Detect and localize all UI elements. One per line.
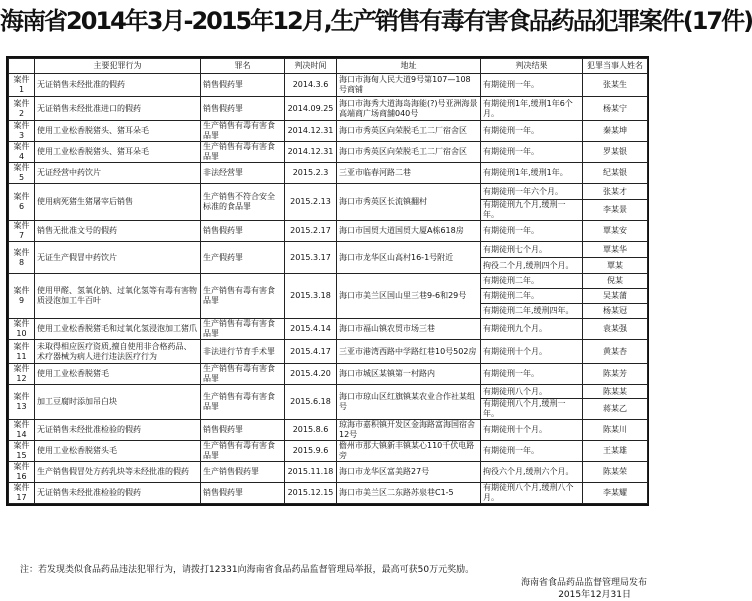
address-cell: 海口市龙华区富美路27号 (337, 462, 481, 483)
charge-cell: 生产销售有毒有害食品罪 (201, 441, 285, 462)
case-number-cell: 案件1 (9, 74, 35, 97)
criminal-act-cell: 无证销售未经批准检验的假药 (35, 483, 201, 504)
defendant-name-cell: 李某耀 (583, 483, 648, 504)
table-row (9, 441, 648, 462)
table-row (9, 121, 648, 142)
verdict-result-cell: 有期徒刑九个月。 (481, 319, 583, 340)
cases-table (8, 58, 648, 504)
verdict-date-cell: 2015.4.20 (285, 364, 337, 385)
verdict-result-cell: 有期徒刑一年。 (481, 221, 583, 242)
address-cell: 海口市城区某镇第一村路内 (337, 364, 481, 385)
defendant-name-cell: 张某生 (583, 74, 648, 97)
criminal-act-cell: 未取得相应医疗资质,擅自使用非合格药品、术疗器械为病人进行违法医疗行为 (35, 340, 201, 364)
charge-cell: 销售假药罪 (201, 221, 285, 242)
page-title: 海南省2014年3月-2015年12月,生产销售有毒有害食品药品犯罪案件(17件) (0, 7, 752, 35)
table-row (9, 142, 648, 163)
case-number-cell: 案件3 (9, 121, 35, 142)
case-number-cell: 案件13 (9, 385, 35, 420)
case-number-cell: 案件7 (9, 221, 35, 242)
defendant-name-cell: 蒋某乙 (583, 399, 648, 420)
verdict-date-cell: 2015.12.15 (285, 483, 337, 504)
verdict-date-cell: 2014.12.31 (285, 142, 337, 163)
case-number-cell: 案件11 (9, 340, 35, 364)
address-cell: 海口市龙华区山高村16-1号附近 (337, 242, 481, 274)
address-cell: 儋州市那大镇新丰镇某心110千伏电路旁 (337, 441, 481, 462)
case-number-cell: 案件12 (9, 364, 35, 385)
criminal-act-cell: 使用工业松香脱猪头、猪耳朵毛 (35, 142, 201, 163)
charge-cell: 生产销售有毒有害食品罪 (201, 364, 285, 385)
address-cell: 海口市美兰区国山里三巷9-6和29号 (337, 274, 481, 319)
verdict-result-cell: 有期徒刑二年。 (481, 274, 583, 289)
case-number-cell: 案件8 (9, 242, 35, 274)
address-cell: 海口市海甸人民大道9号第107—108号商铺 (337, 74, 481, 97)
charge-cell: 生产假药罪 (201, 242, 285, 274)
defendant-name-cell: 杨某冠 (583, 304, 648, 319)
criminal-act-cell: 加工豆腐时添加吊白块 (35, 385, 201, 420)
table-row (9, 242, 648, 258)
table-row (9, 184, 648, 200)
verdict-result-cell: 有期徒刑八个月,缓刑八个月。 (481, 483, 583, 504)
table-row (9, 74, 648, 97)
verdict-result-cell: 有期徒刑1年,缓刑1年6个月。 (481, 97, 583, 121)
address-cell: 海口市秀英区向荣脱毛工二厂宿舍区 (337, 142, 481, 163)
header-address: 地址 (337, 59, 481, 74)
address-cell: 三亚市港湾西路中学路红巷10号502房 (337, 340, 481, 364)
table-row (9, 97, 648, 121)
verdict-result-cell: 有期徒刑一年。 (481, 364, 583, 385)
verdict-result-cell: 有期徒刑十个月。 (481, 420, 583, 441)
cases-table-wrapper (6, 56, 649, 506)
verdict-date-cell: 2015.6.18 (285, 385, 337, 420)
verdict-result-cell: 有期徒刑一年。 (481, 74, 583, 97)
table-row (9, 385, 648, 399)
case-number-cell: 案件17 (9, 483, 35, 504)
table-row (9, 364, 648, 385)
address-cell: 海口市福山镇农贸市场三巷 (337, 319, 481, 340)
verdict-date-cell: 2015.4.14 (285, 319, 337, 340)
verdict-result-cell: 有期徒刑一年。 (481, 142, 583, 163)
table-row (9, 319, 648, 340)
footer-issuer: 海南省食品药品监督管理局发布 (520, 578, 647, 588)
case-number-cell: 案件4 (9, 142, 35, 163)
charge-cell: 生产销售有毒有害食品罪 (201, 142, 285, 163)
verdict-date-cell: 2015.2.3 (285, 163, 337, 184)
verdict-result-cell: 有期徒刑九个月,缓刑一年。 (481, 200, 583, 221)
defendant-name-cell: 李某景 (583, 200, 648, 221)
defendant-name-cell: 杨某宁 (583, 97, 648, 121)
charge-cell: 生产销售不符合安全标准的食品罪 (201, 184, 285, 221)
defendant-name-cell: 陈某川 (583, 420, 648, 441)
defendant-name-cell: 覃某华 (583, 242, 648, 258)
address-cell: 海口市秀英区向荣脱毛工二厂宿舍区 (337, 121, 481, 142)
address-cell: 海口市海秀大道海岛海能(?)号亚洲海景高端商广场商舖040号 (337, 97, 481, 121)
criminal-act-cell: 无证销售未经批准的假药 (35, 74, 201, 97)
charge-cell: 销售假药罪 (201, 74, 285, 97)
charge-cell: 生产销售有毒有害食品罪 (201, 385, 285, 420)
verdict-date-cell: 2015.3.18 (285, 274, 337, 319)
verdict-date-cell: 2015.4.17 (285, 340, 337, 364)
charge-cell: 生产销售有毒有害食品罪 (201, 319, 285, 340)
verdict-result-cell: 有期徒刑八个月。 (481, 385, 583, 399)
defendant-name-cell: 纪某银 (583, 163, 648, 184)
address-cell: 海口市国贸大道国贸大厦A栋618房 (337, 221, 481, 242)
verdict-result-cell: 有期徒刑八个月,缓刑一年。 (481, 399, 583, 420)
criminal-act-cell: 使用工业松香脱猪头、猪耳朵毛 (35, 121, 201, 142)
table-row (9, 274, 648, 289)
address-cell: 琼海市嘉积镇开发区金海路富海国宿舍12号 (337, 420, 481, 441)
criminal-act-cell: 使用工业松香脱猪头毛 (35, 441, 201, 462)
verdict-result-cell: 有期徒刑一年。 (481, 441, 583, 462)
address-cell: 三亚市临春河路二巷 (337, 163, 481, 184)
charge-cell: 生产销售假药罪 (201, 462, 285, 483)
footer-date: 2015年12月31日 (558, 590, 631, 600)
case-number-cell: 案件9 (9, 274, 35, 319)
charge-cell: 销售假药罪 (201, 483, 285, 504)
defendant-name-cell: 袁某强 (583, 319, 648, 340)
case-number-cell: 案件14 (9, 420, 35, 441)
case-number-cell: 案件15 (9, 441, 35, 462)
defendant-name-cell: 吴某蒲 (583, 289, 648, 304)
defendant-name-cell: 覃某安 (583, 221, 648, 242)
verdict-result-cell: 拘役二个月,缓刑四个月。 (481, 258, 583, 274)
verdict-date-cell: 2015.8.6 (285, 420, 337, 441)
case-number-cell: 案件5 (9, 163, 35, 184)
defendant-name-cell: 陈某某 (583, 385, 648, 399)
criminal-act-cell: 无证销售未经批准检验的假药 (35, 420, 201, 441)
verdict-result-cell: 有期徒刑七个月。 (481, 242, 583, 258)
table-row (9, 163, 648, 184)
verdict-date-cell: 2015.11.18 (285, 462, 337, 483)
criminal-act-cell: 无证经营中药饮片 (35, 163, 201, 184)
case-number-cell: 案件6 (9, 184, 35, 221)
verdict-date-cell: 2015.3.17 (285, 242, 337, 274)
header-criminal-act: 主要犯罪行为 (35, 59, 201, 74)
criminal-act-cell: 无证生产假冒中药饮片 (35, 242, 201, 274)
defendant-name-cell: 倪某 (583, 274, 648, 289)
verdict-result-cell: 有期徒刑1年,缓刑1年。 (481, 163, 583, 184)
table-row (9, 483, 648, 504)
table-row (9, 221, 648, 242)
verdict-result-cell: 拘役六个月,缓刑六个月。 (481, 462, 583, 483)
header-defendant: 犯罪当事人姓名 (583, 59, 648, 74)
defendant-name-cell: 罗某银 (583, 142, 648, 163)
address-cell: 海口市琼山区红旗镇某农业合作社某组号 (337, 385, 481, 420)
defendant-name-cell: 陈某荣 (583, 462, 648, 483)
header-case-no (9, 59, 35, 74)
table-row (9, 420, 648, 441)
case-number-cell: 案件10 (9, 319, 35, 340)
criminal-act-cell: 使用病死猪生猪屠宰后销售 (35, 184, 201, 221)
case-number-cell: 案件2 (9, 97, 35, 121)
footer-note: 注：若发现类似食品药品违法犯罪行为，请拨打12331向海南省食品药品监督管理局举报，最高可获50万元奖励。 (20, 565, 475, 575)
header-charge: 罪名 (201, 59, 285, 74)
verdict-result-cell: 有期徒刑二年。 (481, 289, 583, 304)
defendant-name-cell: 张某才 (583, 184, 648, 200)
header-verdict-result: 判决结果 (481, 59, 583, 74)
verdict-date-cell: 2015.2.17 (285, 221, 337, 242)
verdict-date-cell: 2014.3.6 (285, 74, 337, 97)
charge-cell: 销售假药罪 (201, 97, 285, 121)
defendant-name-cell: 陈某芳 (583, 364, 648, 385)
criminal-act-cell: 生产销售假冒处方药乳块等未经批准的假药 (35, 462, 201, 483)
charge-cell: 非法进行节育手术罪 (201, 340, 285, 364)
address-cell: 海口市秀英区长流镇翻村 (337, 184, 481, 221)
table-header-row (9, 59, 648, 74)
criminal-act-cell: 销售无批准文号的假药 (35, 221, 201, 242)
defendant-name-cell: 黄某杏 (583, 340, 648, 364)
criminal-act-cell: 使用工业松香脱猪毛 (35, 364, 201, 385)
verdict-result-cell: 有期徒刑一年六个月。 (481, 184, 583, 200)
charge-cell: 销售假药罪 (201, 420, 285, 441)
verdict-date-cell: 2015.2.13 (285, 184, 337, 221)
case-number-cell: 案件16 (9, 462, 35, 483)
table-body (9, 74, 648, 504)
criminal-act-cell: 无证销售未经批准进口的假药 (35, 97, 201, 121)
header-verdict-date: 判决时间 (285, 59, 337, 74)
verdict-result-cell: 有期徒刑一年。 (481, 121, 583, 142)
charge-cell: 非法经营罪 (201, 163, 285, 184)
criminal-act-cell: 使用工业松香脱猪毛和过氧化氢浸泡加工猪爪 (35, 319, 201, 340)
verdict-result-cell: 有期徒刑十个月。 (481, 340, 583, 364)
table-row (9, 462, 648, 483)
defendant-name-cell: 覃某 (583, 258, 648, 274)
address-cell: 海口市美兰区二东路苏泉巷C1-5 (337, 483, 481, 504)
verdict-date-cell: 2014.12.31 (285, 121, 337, 142)
charge-cell: 生产销售有毒有害食品罪 (201, 274, 285, 319)
criminal-act-cell: 使用甲醛、氢氧化钠、过氧化氢等有毒有害物质浸泡加工牛百叶 (35, 274, 201, 319)
charge-cell: 生产销售有毒有害食品罪 (201, 121, 285, 142)
verdict-result-cell: 有期徒刑二年,缓刑四年。 (481, 304, 583, 319)
defendant-name-cell: 秦某坤 (583, 121, 648, 142)
table-row (9, 340, 648, 364)
defendant-name-cell: 王某雄 (583, 441, 648, 462)
verdict-date-cell: 2014.09.25 (285, 97, 337, 121)
verdict-date-cell: 2015.9.6 (285, 441, 337, 462)
